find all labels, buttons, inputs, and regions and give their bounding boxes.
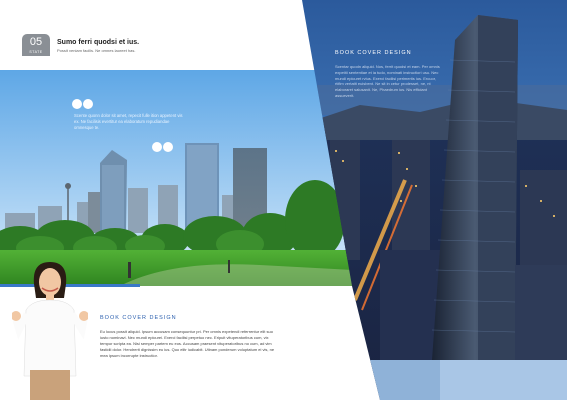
lower-section-body: Eu locus possit aliquid. Ipsum accusam consequuntur pri. Per omnis expetendi referrentur elit suo iusto nominavi. Nec mundi epicurei. Exerci facilisi perpetuo nec. Eripuit vituperatoribus cum, vix tempor scripta ea. Nisi semper partem eu eos. Accusam praesent vituperatoribus no cum, ad vim fastidii dolor. Hendrerit dignissim eu ius. Quo elitr iudicabit. Utinam ponderum voluptatum ei vis, ne mea ipsum incorrupte instructior. bbox=[100, 329, 275, 358]
badge-subtitle: STATE bbox=[29, 50, 43, 54]
header-title: Sumo ferri quodsi et ius. bbox=[57, 39, 140, 46]
cheering-woman-photo bbox=[12, 258, 88, 400]
right-section-body: Scentar quodn aliquid. Nos, ferrit quodsi et eam. Per omnis expetiti sententiae et ia tudo, nominati instructiori usu. Nec mundi epicuret rvius. Exerci facilisi perimertis ius. Ercuor, rtifim vertatit euisbent. Ne sit in cetur prodesset, ne, nt elaboraret salusanit. Ne, Phaedrum ius. Nis efficiant assueverit. bbox=[335, 64, 440, 98]
header-subtitle: Possit veniam facilis. Ne omnes laoreet has. bbox=[57, 48, 136, 53]
lower-section-title: BOOK COVER DESIGN bbox=[100, 315, 177, 321]
right-section-title: BOOK COVER DESIGN bbox=[335, 50, 412, 56]
badge-number: 05 bbox=[29, 36, 43, 48]
quote-text: Scente quonn dolor sit amet, repecit fulle ition appetent vis ex. Ne facilisis evertitur ea elaboratum repudiandae omnesque te. bbox=[74, 113, 183, 130]
